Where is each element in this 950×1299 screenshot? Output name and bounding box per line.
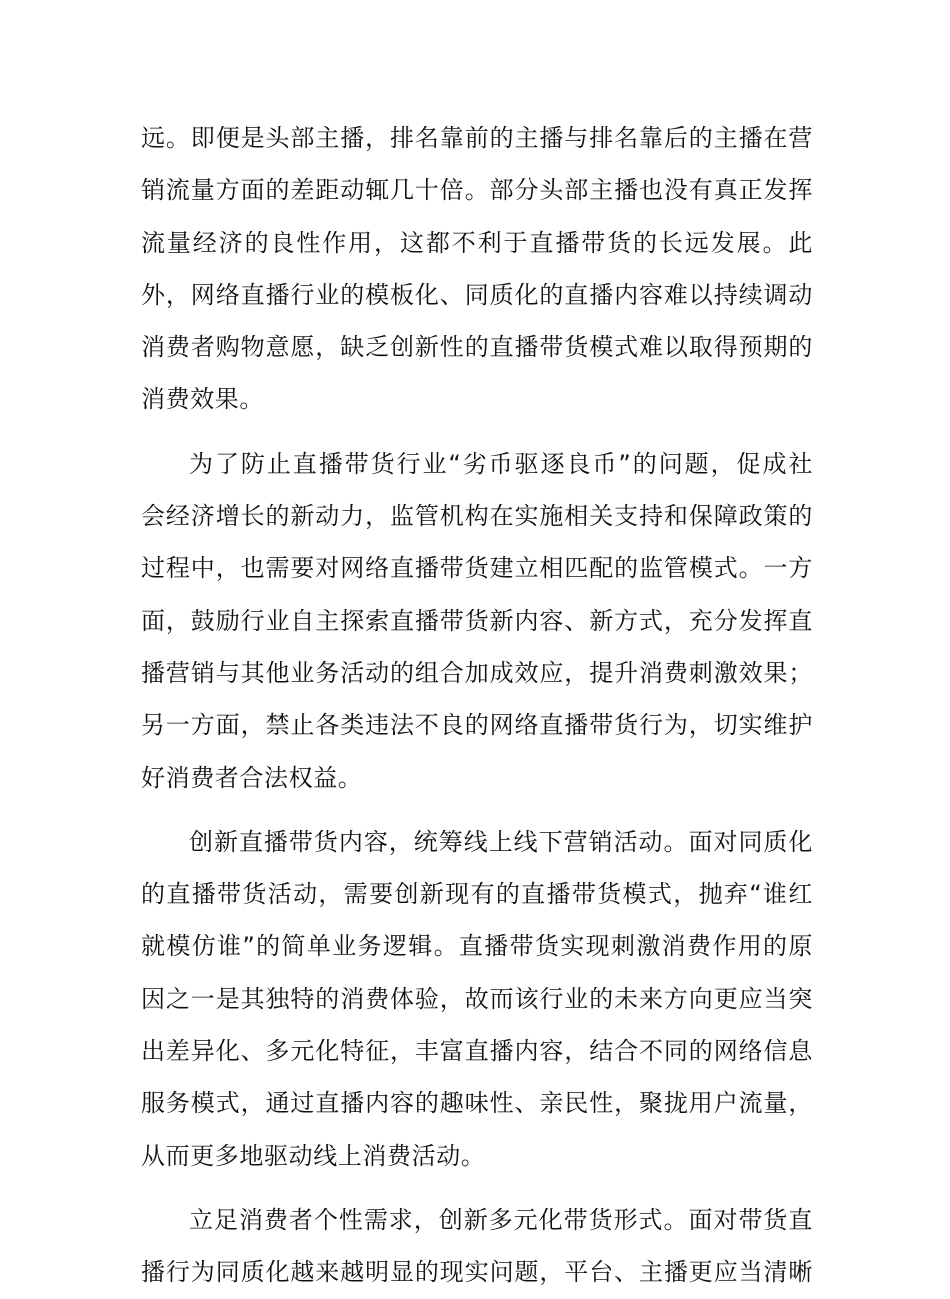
text-line: 过程中，也需要对网络直播带货建立相匹配的监管模式。一方 (141, 554, 813, 583)
text-line: 消费者购物意愿，缺乏创新性的直播带货模式难以取得预期的 (141, 333, 813, 362)
text-line: 外，网络直播行业的模板化、同质化的直播内容难以持续调动 (141, 280, 813, 309)
text-line: 出差异化、多元化特征，丰富直播内容，结合不同的网络信息 (141, 1037, 813, 1066)
text-line: 服务模式，通过直播内容的趣味性、亲民性，聚拢用户流量， (141, 1089, 813, 1118)
paragraph-1 (141, 112, 813, 426)
paragraph-4 (141, 1194, 813, 1299)
document-body (141, 112, 813, 1299)
text-line: 为了防止直播带货行业“劣币驱逐良币”的问题，促成社 (189, 449, 813, 478)
paragraph-2 (141, 438, 813, 804)
text-line: 的直播带货活动，需要创新现有的直播带货模式，抛弃“谁红 (141, 880, 813, 909)
text-line: 另一方面，禁止各类违法不良的网络直播带货行为，切实维护 (141, 711, 813, 740)
text-line: 销流量方面的差距动辄几十倍。部分头部主播也没有真正发挥 (141, 176, 813, 205)
text-line: 面，鼓励行业自主探索直播带货新内容、新方式，充分发挥直 (141, 606, 813, 635)
text-line: 从而更多地驱动线上消费活动。 (141, 1141, 486, 1170)
text-line: 播行为同质化越来越明显的现实问题，平台、主播更应当清晰 (141, 1258, 813, 1287)
text-line: 消费效果。 (141, 385, 264, 414)
text-line: 立足消费者个性需求，创新多元化带货形式。面对带货直 (189, 1205, 813, 1234)
text-line: 流量经济的良性作用，这都不利于直播带货的长远发展。此 (141, 228, 813, 257)
text-line: 远。即便是头部主播，排名靠前的主播与排名靠后的主播在营 (141, 124, 813, 152)
paragraph-3 (141, 816, 813, 1182)
text-line: 就模仿谁”的简单业务逻辑。直播带货实现刺激消费作用的原 (141, 932, 813, 961)
text-line: 创新直播带货内容，统筹线上线下营销活动。面对同质化 (189, 827, 813, 856)
text-line: 会经济增长的新动力，监管机构在实施相关支持和保障政策的 (141, 502, 813, 531)
text-line: 因之一是其独特的消费体验，故而该行业的未来方向更应当突 (141, 984, 813, 1013)
text-line: 好消费者合法权益。 (141, 763, 363, 792)
text-line: 播营销与其他业务活动的组合加成效应，提升消费刺激效果； (141, 658, 813, 687)
